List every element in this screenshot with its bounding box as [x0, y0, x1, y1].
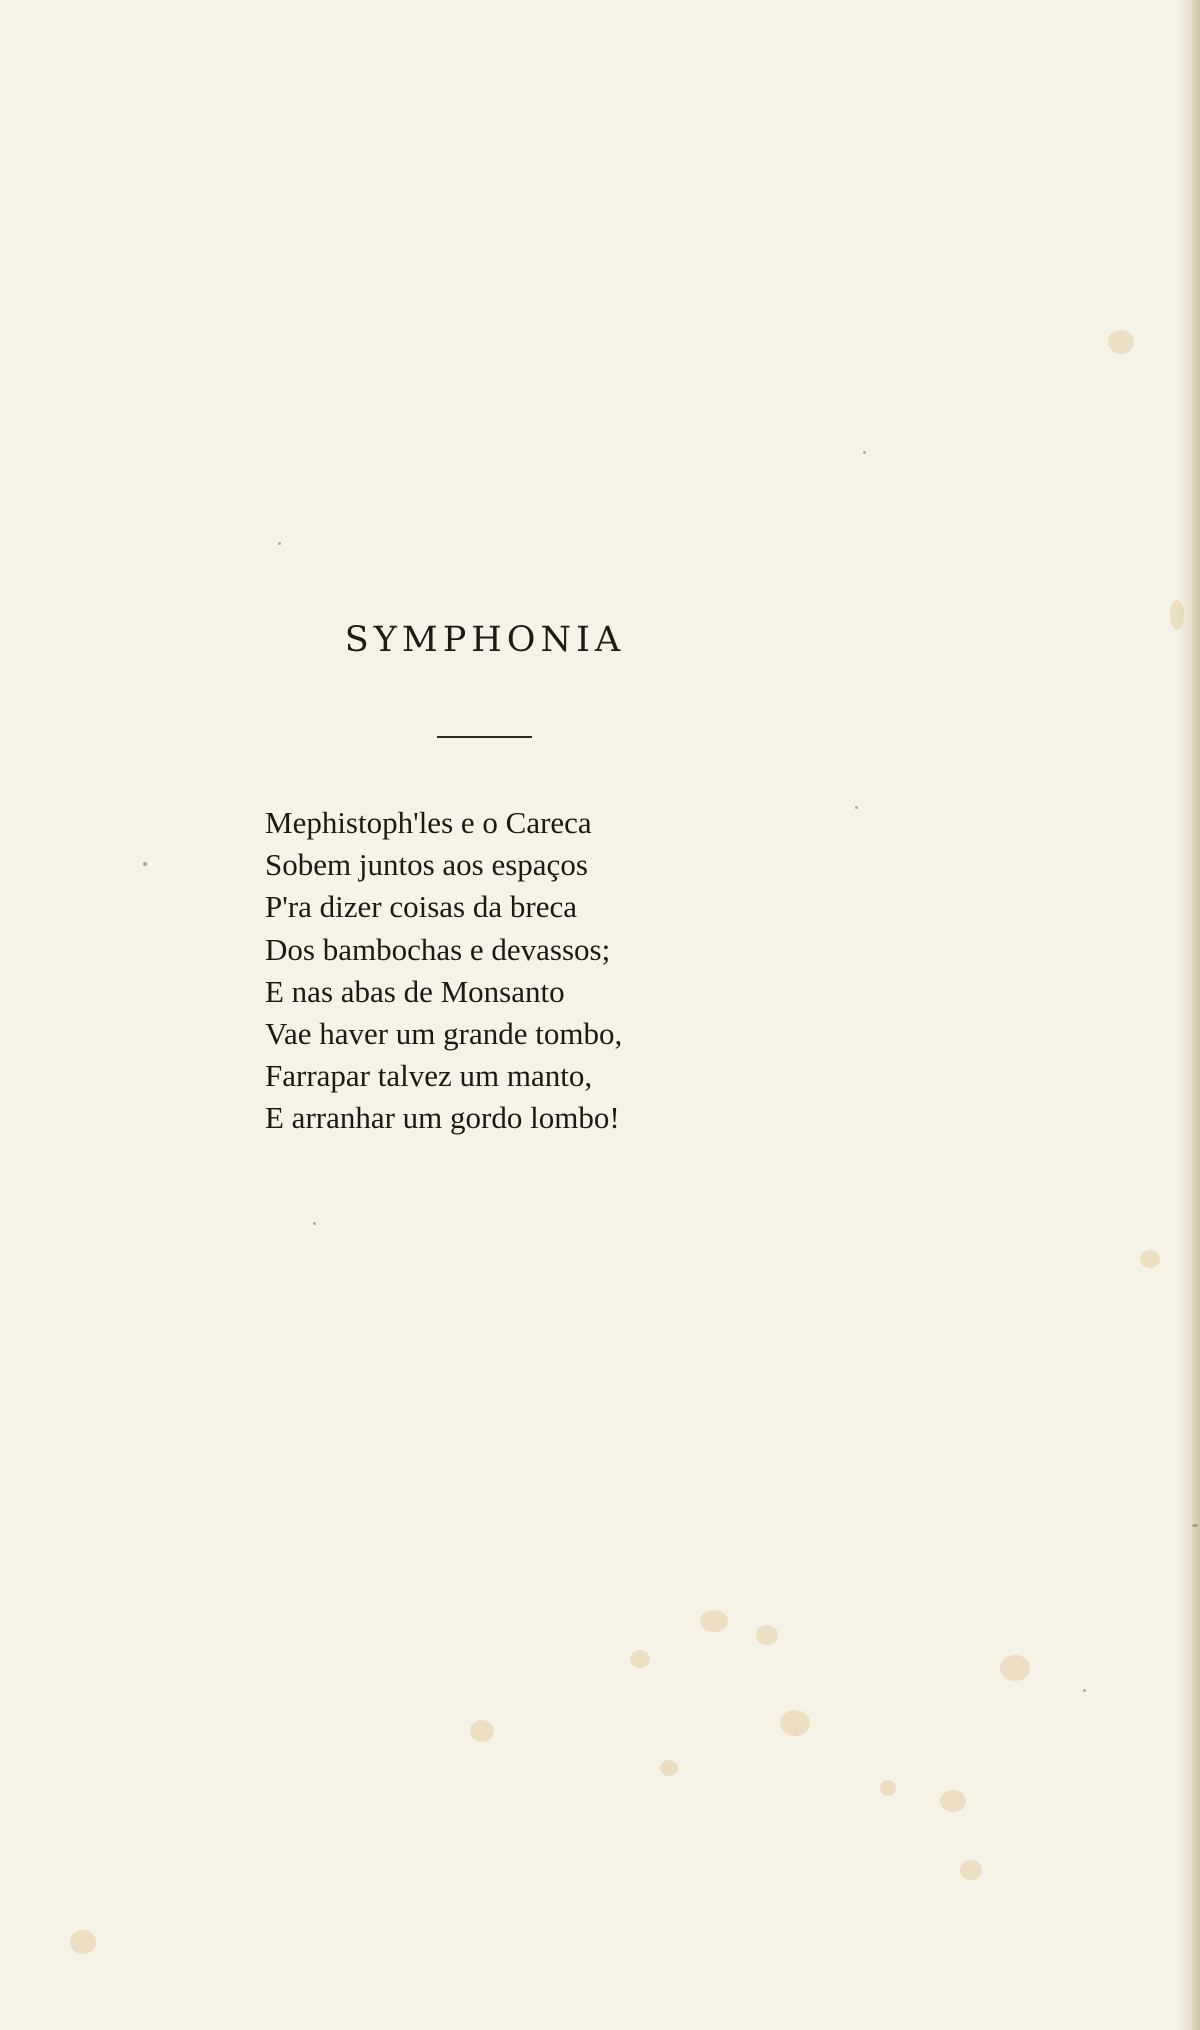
foxing-spot	[880, 1780, 896, 1796]
ink-speck	[855, 806, 858, 809]
foxing-spot	[756, 1625, 778, 1645]
poem-line: Farrapar talvez um manto,	[265, 1058, 593, 1094]
foxing-spot	[1000, 1655, 1030, 1681]
poem-stanza	[265, 802, 622, 1140]
page-edge-shadow	[1178, 0, 1200, 2030]
foxing-spot	[630, 1650, 650, 1668]
foxing-spot	[940, 1790, 966, 1812]
foxing-spot	[1108, 330, 1134, 354]
foxing-spot	[470, 1720, 494, 1742]
poem-line: E arranhar um gordo lombo!	[265, 1100, 620, 1136]
foxing-spot	[1170, 600, 1184, 630]
ink-speck	[278, 542, 281, 545]
poem-line: P'ra dizer coisas da breca	[265, 889, 577, 925]
poem-title: SYMPHONIA	[344, 620, 626, 660]
poem-line: Mephistoph'les e o Careca	[265, 805, 592, 840]
ink-speck	[143, 862, 147, 866]
foxing-spot	[780, 1710, 810, 1736]
poem-line: Sobem juntos aos espaços	[265, 847, 588, 883]
foxing-spot	[70, 1930, 96, 1954]
poem-line: Vae haver um grande tombo,	[265, 1016, 623, 1052]
foxing-spot	[660, 1760, 678, 1776]
foxing-spot	[1140, 1250, 1160, 1268]
ink-speck	[1083, 1689, 1086, 1692]
poem-line: E nas abas de Monsanto	[265, 973, 565, 1009]
foxing-spot	[960, 1860, 982, 1880]
foxing-spot	[700, 1610, 728, 1632]
ink-speck	[1192, 1524, 1198, 1527]
title-divider	[437, 736, 532, 738]
ink-speck	[313, 1222, 316, 1225]
poem-line: Dos bambochas e devassos;	[265, 931, 611, 967]
ink-speck	[863, 451, 866, 454]
